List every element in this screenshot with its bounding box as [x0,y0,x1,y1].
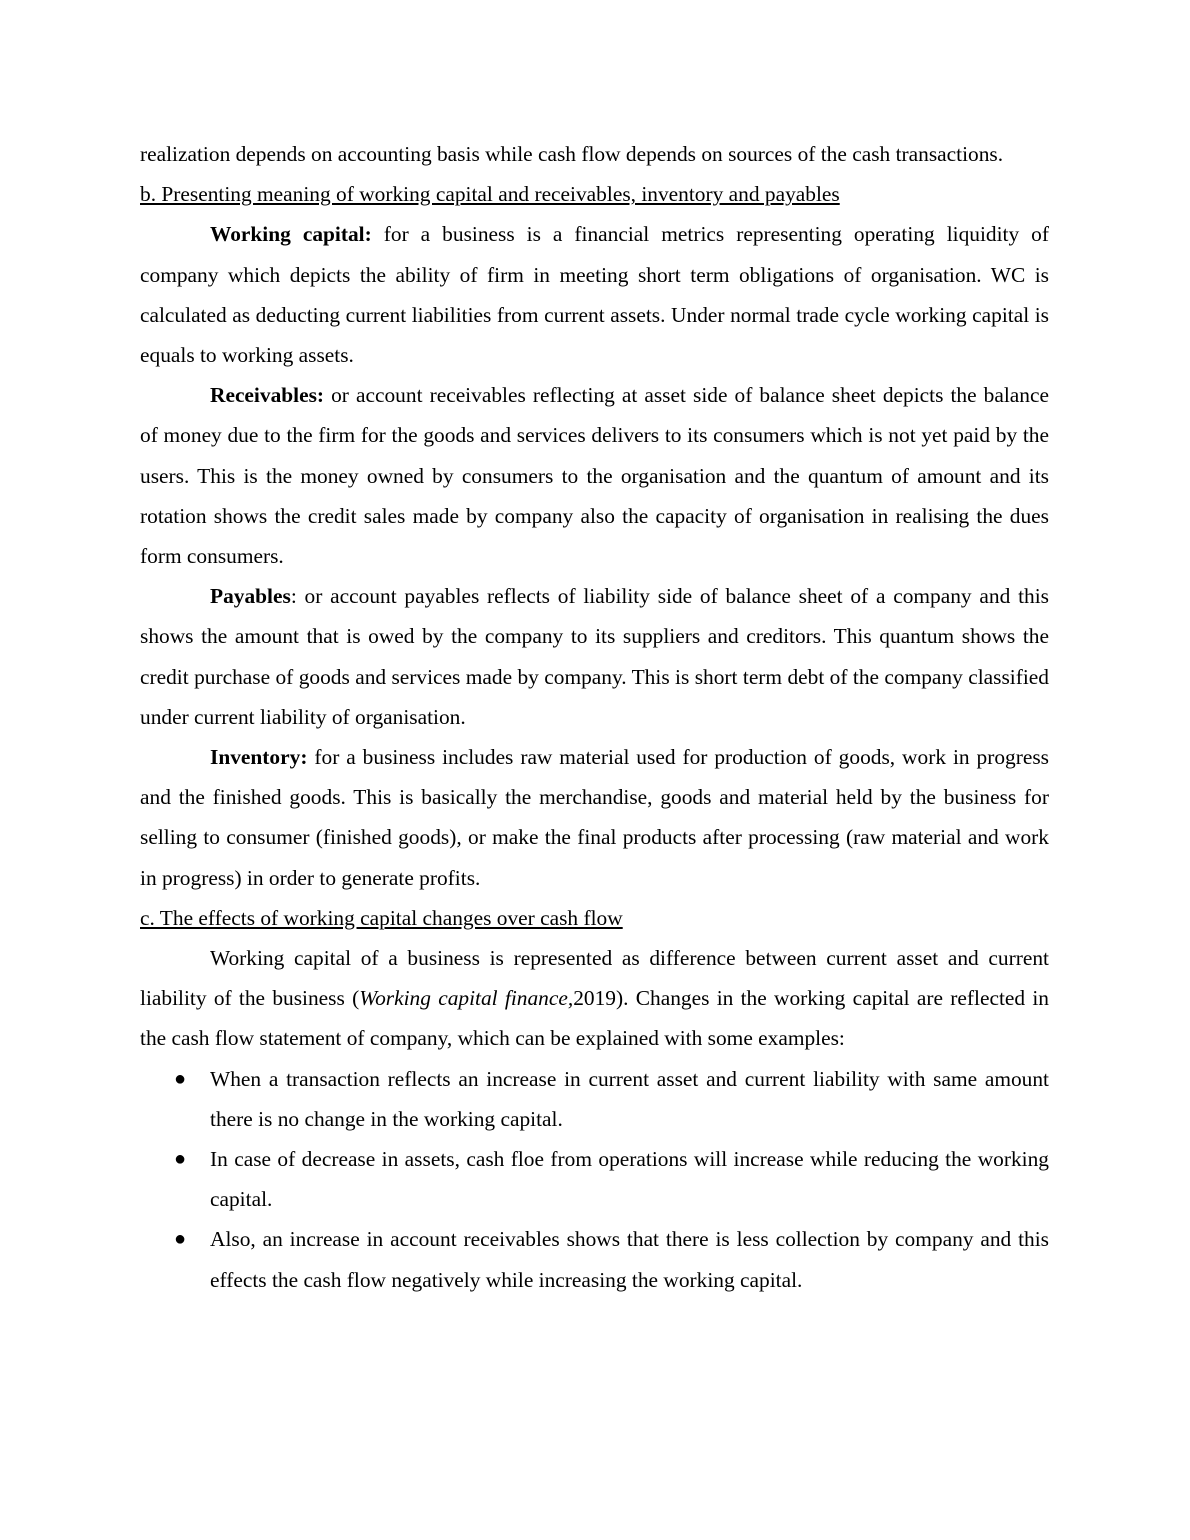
list-item [140,1219,1049,1299]
section-c-heading: c. The effects of working capital changes over cash flow [140,905,623,930]
citation: Working capital finance, [359,986,574,1011]
list-item-text: Also, an increase in account receivables shows that there is less collection by company and this effects the cash flow negatively while increasing the working capital. [210,1227,1049,1292]
section-c-text-before: Working capital of a business is represented as difference between current asset and current liability of the business ( [140,946,1049,1011]
inventory-term: Inventory: [210,745,308,770]
section-b-heading: b. Presenting meaning of working capital and receivables, inventory and payables [140,182,840,207]
working-capital-text: for a business is a financial metrics representing operating liquidity of company which depicts the ability of firm in meeting short term obligations of organisation. WC is calculated as deducting current liabilities from current assets. Under normal trade cycle working capital is equals to working assets. [140,222,1050,368]
list-item-text: In case of decrease in assets, cash floe from operations will increase while reducing the working capital. [210,1147,1049,1212]
list-item [140,1139,1049,1219]
payables-paragraph [140,576,1049,737]
list-item [140,1059,1049,1139]
payables-term: Payables [210,584,291,609]
list-item-text: When a transaction reflects an increase in current asset and current liability with same amount there is no change in the working capital. [210,1066,1049,1131]
examples-list [140,1059,1049,1300]
intro-continuation: realization depends on accounting basis while cash flow depends on sources of the cash transactions. [140,142,1004,166]
working-capital-term: Working capital: [210,222,372,247]
bullet-icon: ● [174,1148,187,1171]
inventory-text: for a business includes raw material used for production of goods, work in progress and the finished goods. This is basically the merchandise, goods and material held by the business for selling to consumer (finished goods), or make the final products after processing (raw material and work in progress) in order to generate profits. [140,745,1049,890]
section-c-paragraph [140,938,1049,1059]
bullet-icon: ● [174,1067,187,1090]
document-page [140,134,1049,1300]
receivables-term: Receivables: [210,383,325,408]
inventory-paragraph [140,737,1049,898]
working-capital-paragraph [140,214,1049,375]
receivables-paragraph [140,375,1049,576]
section-c-text-after: 2019). Changes in the working capital are reflected in the cash flow statement of company, which can be explained with some examples: [140,986,1049,1051]
receivables-text: or account receivables reflecting at asset side of balance sheet depicts the balance of money due to the firm for the goods and services delivers to its consumers which is not yet paid by the users. This is the money owned by consumers to the organisation and the quantum of amount and its rotation shows the credit sales made by company also the capacity of organisation in realising the dues form consumers. [140,383,1049,569]
payables-text: : or account payables reflects of liability side of balance sheet of a company and this shows the amount that is owed by the company to its suppliers and creditors. This quantum shows the credit purchase of goods and services made by company. This is short term debt of the company classified under current liability of organisation. [140,584,1049,729]
bullet-icon: ● [174,1228,187,1251]
